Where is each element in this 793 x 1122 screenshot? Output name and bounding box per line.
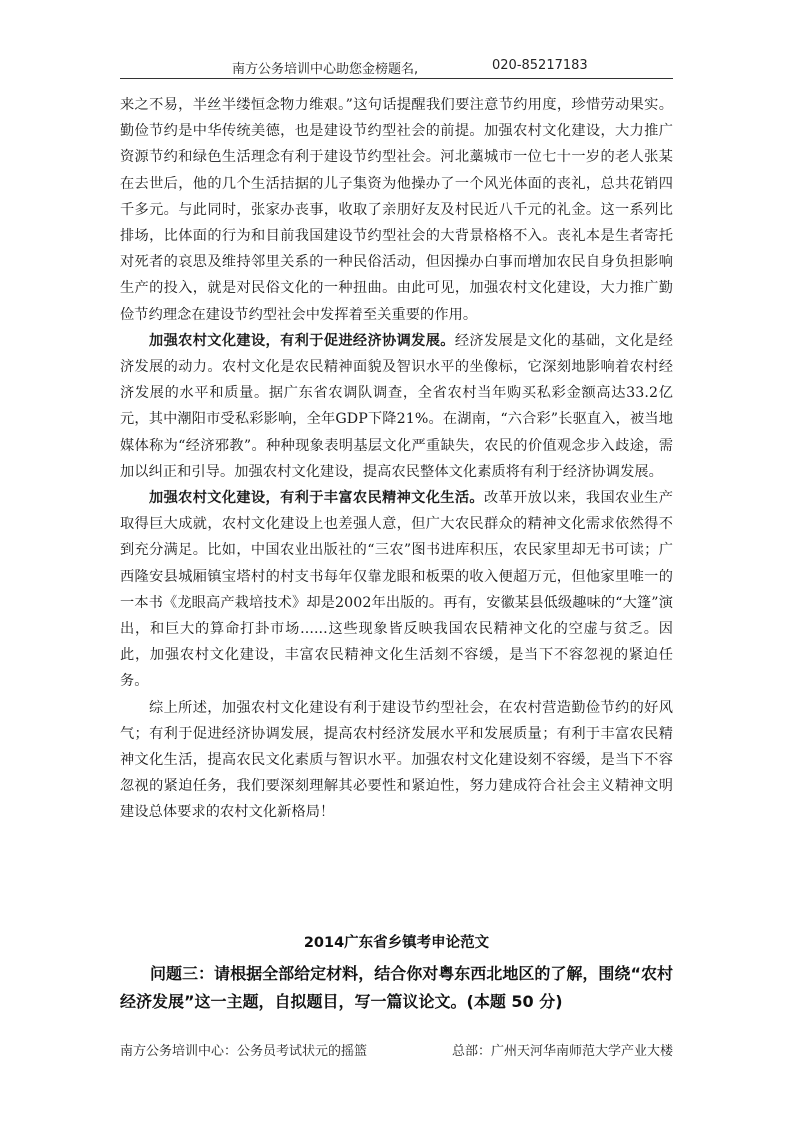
paragraph-2-text: 经济发展是文化的基础，文化是经济发展的动力。农村文化是农民精神面貌及智识水平的坐像标，它深刻地影响着农村经济发展的水平和质量。据广东省农调队调查，全省农村当年购买私彩金额高达33.2亿元，其中潮阳市受私彩影响，全年GDP下降21%。在湖南，“六合彩”长驱直入，被当地媒体称为“经济邪教”。种种现象表明基层文化严重缺失，农民的价值观念步入歧途，需加以纠正和引导。加强农村文化建设，提高农民整体文化素质将有利于经济协调发展。 [120,332,673,480]
paragraph-1 [120,92,673,328]
header-phone: 020-85217183 [492,58,588,73]
paragraph-4 [120,695,673,826]
article-body [120,92,673,826]
page-footer [120,1040,673,1058]
page-header [120,58,673,76]
paragraph-2-lead: 加强农村文化建设，有利于促进经济协调发展。 [149,332,455,349]
paragraph-2 [120,328,673,485]
question-prompt: 问题三：请根据全部给定材料，结合你对粤东西北地区的了解，围绕“农村经济发展”这一主题，自拟题目，写一篇议论文。(本题 50 分) [120,964,673,1011]
section-title: 2014广东省乡镇考申论范文 [303,935,490,951]
paragraph-1-text: 来之不易，半丝半缕恒念物力维艰。”这句话提醒我们要注意节约用度，珍惜劳动果实。勤俭节约是中华传统美德，也是建设节约型社会的前提。加强农村文化建设，大力推广资源节约和绿色生活理念有利于建设节约型社会。河北藁城市一位七十一岁的老人张某在去世后，他的几个生活拮据的儿子集资为他操办了一个风光体面的丧礼，总共花销四千多元。与此同时，张家办丧事，收取了亲朋好友及村民近八千元的礼金。这一系列比排场，比体面的行为和目前我国建设节约型社会的大背景格格不入。丧礼本是生者寄托对死者的哀思及维持邻里关系的一种民俗活动，但因操办白事而增加农民自身负担影响生产的投入，就是对民俗文化的一种扭曲。由此可见，加强农村文化建设，大力推广勤俭节约理念在建设节约型社会中发挥着至关重要的作用。 [120,97,673,323]
paragraph-3 [120,485,673,695]
header-title: 南方公务培训中心助您金榜题名, [232,62,419,77]
paragraph-4-text: 综上所述，加强农村文化建设有利于建设节约型社会，在农村营造勤俭节约的好风气；有利于促进经济协调发展，提高农村经济发展水平和发展质量；有利于丰富农民精神文化生活，提高农民文化素质与智识水平。加强农村文化建设刻不容缓，是当下不容忽视的紧迫任务，我们要深刻理解其必要性和紧迫性，努力建成符合社会主义精神文明建设总体要求的农村文化新格局！ [120,699,673,821]
paragraph-3-lead: 加强农村文化建设，有利于丰富农民精神文化生活。 [149,490,484,507]
paragraph-3-text: 改革开放以来，我国农业生产取得巨大成就，农村文化建设上也差强人意，但广大农民群众的精神文化需求依然得不到充分满足。比如，中国农业出版社的“三农”图书进库积压，农民家里却无书可读；广西隆安县城厢镇宝塔村的村支书每年仅靠龙眼和板栗的收入便超万元，但他家里唯一的一本书《龙眼高产栽培技术》却是2002年出版的。再有，安徽某县低级趣味的“大篷”演出，和巨大的算命打卦市场......这些现象皆反映我国农民精神文化的空虚与贫乏。因此，加强农村文化建设，丰富农民精神文化生活刻不容缓，是当下不容忽视的紧迫任务。 [120,490,673,690]
header-divider [120,78,673,79]
footer-right: 总部：广州天河华南师范大学产业大楼 [451,1044,673,1059]
footer-left: 南方公务培训中心：公务员考试状元的摇篮 [120,1044,368,1059]
